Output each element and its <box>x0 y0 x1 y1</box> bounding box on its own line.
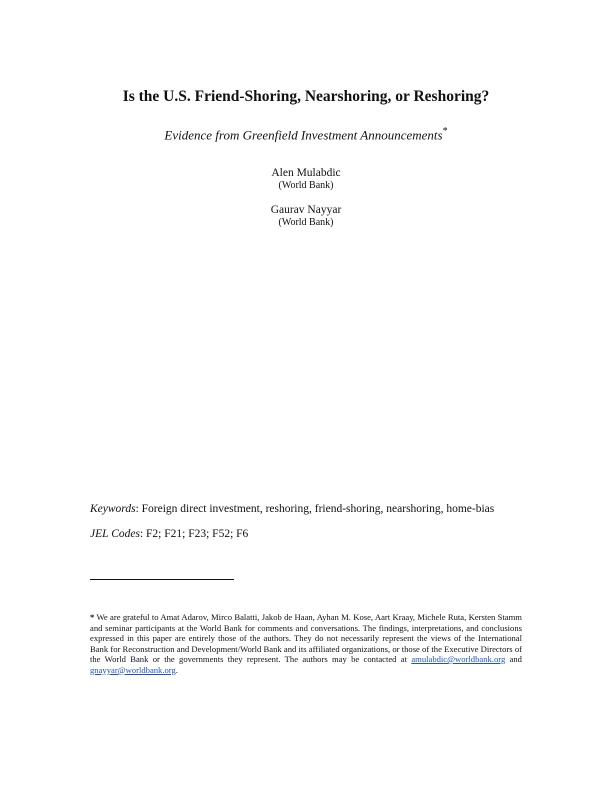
footnote-text: We are grateful to Amat Adarov, Mirco Balatti, Jakob de Haan, Ayhan M. Kose, Aart Kraay, Michele Ruta, Kersten Stamm and seminar participants at the World Bank for comments and conversations. The findings, interpretations, and conclusions expressed in this paper are entirely those of the authors. They do not necessarily represent the views of the International Bank for Reconstruction and Development/World Bank and its affiliated organizations, or those of the Executive Directors of the World Bank or the governments they represent. The authors may be contacted at <box>90 612 522 664</box>
subtitle-text: Evidence from Greenfield Investment Announcements <box>164 127 443 143</box>
email-link-mulabdic[interactable]: amulabdic@worldbank.org <box>411 654 506 664</box>
email-link-nayyar[interactable]: gnayyar@worldbank.org <box>90 664 176 675</box>
author-affiliation: (World Bank) <box>278 180 334 191</box>
footnote-end: . <box>175 664 178 675</box>
footnote-conjunction: and <box>505 654 522 664</box>
subtitle-footnote-mark: * <box>442 126 448 137</box>
jel-codes-label: JEL Codes <box>90 528 140 540</box>
keywords-line <box>90 503 530 515</box>
author-name: Alen Mulabdic <box>271 167 341 179</box>
footnote-separator <box>90 579 234 580</box>
paper-title: Is the U.S. Friend-Shoring, Nearshoring, or Reshoring? <box>122 88 490 105</box>
author-block-1 <box>0 166 612 192</box>
jel-codes-line <box>90 528 248 540</box>
author-block-2 <box>0 203 612 229</box>
author-name: Gaurav Nayyar <box>270 204 342 216</box>
footnote-mark: * <box>90 612 95 622</box>
keywords-text: : Foreign direct investment, reshoring, friend-shoring, nearshoring, home-bias <box>135 503 495 515</box>
footnote <box>90 612 522 675</box>
jel-codes-text: : F2; F21; F23; F52; F6 <box>139 528 249 540</box>
paper-subtitle <box>0 126 612 143</box>
author-affiliation: (World Bank) <box>278 217 334 228</box>
keywords-label: Keywords <box>90 503 136 515</box>
